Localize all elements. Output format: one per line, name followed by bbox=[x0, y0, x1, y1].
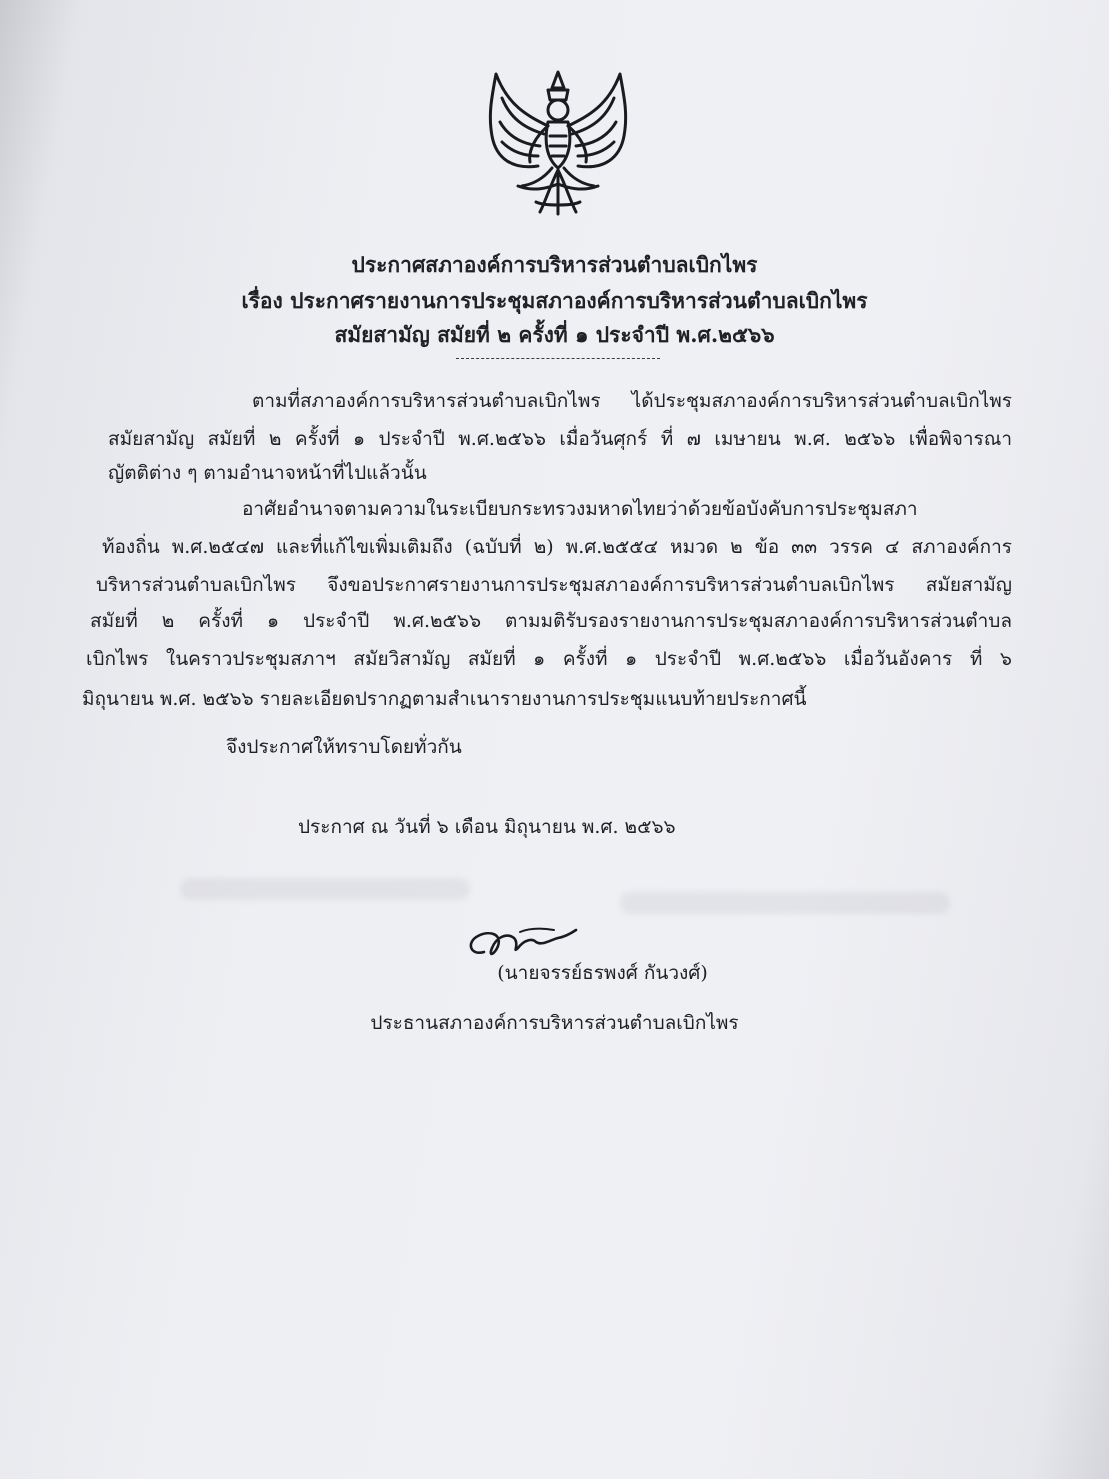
title-divider bbox=[456, 358, 660, 359]
paragraph-2-line-2: ท้องถิ่น พ.ศ.๒๕๔๗ และที่แก้ไขเพิ่มเติมถึง (ฉบับที่ ๒) พ.ศ.๒๕๕๔ หมวด ๒ ข้อ ๓๓ วรรค ๔ สภาองค์การ bbox=[102, 536, 1012, 558]
closing-statement: จึงประกาศให้ทราบโดยทั่วกัน bbox=[226, 736, 462, 758]
paragraph-1-line-1: ตามที่สภาองค์การบริหารส่วนตำบลเบิกไพร ได้ประชุมสภาองค์การบริหารส่วนตำบลเบิกไพร bbox=[252, 390, 1012, 412]
paragraph-2-line-3: บริหารส่วนตำบลเบิกไพร จึงขอประกาศรายงานการประชุมสภาองค์การบริหารส่วนตำบลเบิกไพร สมัยสามัญ bbox=[96, 574, 1012, 596]
announcement-session: สมัยสามัญ สมัยที่ ๒ ครั้งที่ ๑ ประจำปี พ.ศ.๒๕๖๖ bbox=[334, 322, 775, 347]
garuda-emblem-icon bbox=[478, 66, 638, 218]
paragraph-1-line-2: สมัยสามัญ สมัยที่ ๒ ครั้งที่ ๑ ประจำปี พ.ศ.๒๕๖๖ เมื่อวันศุกร์ ที่ ๗ เมษายน พ.ศ. ๒๕๖๖ เพื่อพิจารณา bbox=[108, 428, 1012, 450]
paragraph-2-line-1: อาศัยอำนาจตามความในระเบียบกระทรวงมหาดไทยว่าด้วยข้อบังคับการประชุมสภา bbox=[242, 498, 918, 520]
announcement-title: ประกาศสภาองค์การบริหารส่วนตำบลเบิกไพร bbox=[351, 252, 758, 277]
announcement-date: ประกาศ ณ วันที่ ๖ เดือน มิถุนายน พ.ศ. ๒๕๖๖ bbox=[298, 816, 676, 838]
signatory-position: ประธานสภาองค์การบริหารส่วนตำบลเบิกไพร bbox=[370, 1012, 739, 1034]
paragraph-2-line-5: เบิกไพร ในคราวประชุมสภาฯ สมัยวิสามัญ สมัยที่ ๑ ครั้งที่ ๑ ประจำปี พ.ศ.๒๕๖๖ เมื่อวันอังคาร ที่ ๖ bbox=[86, 648, 1012, 670]
bleed-through-mark bbox=[620, 892, 950, 914]
announcement-subject: เรื่อง ประกาศรายงานการประชุมสภาองค์การบริหารส่วนตำบลเบิกไพร bbox=[241, 288, 868, 313]
paragraph-2-line-4: สมัยที่ ๒ ครั้งที่ ๑ ประจำปี พ.ศ.๒๕๖๖ ตามมติรับรองรายงานการประชุมสภาองค์การบริหารส่วนตำบล bbox=[90, 610, 1012, 632]
bleed-through-mark bbox=[180, 878, 470, 900]
paragraph-2-line-6: มิถุนายน พ.ศ. ๒๕๖๖ รายละเอียดปรากฏตามสำเนารายงานการประชุมแนบท้ายประกาศนี้ bbox=[82, 688, 807, 710]
paragraph-1-line-3: ญัตติต่าง ๆ ตามอำนาจหน้าที่ไปแล้วนั้น bbox=[108, 462, 427, 484]
signatory-name: (นายจรรย์ธรพงศ์ กันวงศ์) bbox=[497, 962, 708, 984]
